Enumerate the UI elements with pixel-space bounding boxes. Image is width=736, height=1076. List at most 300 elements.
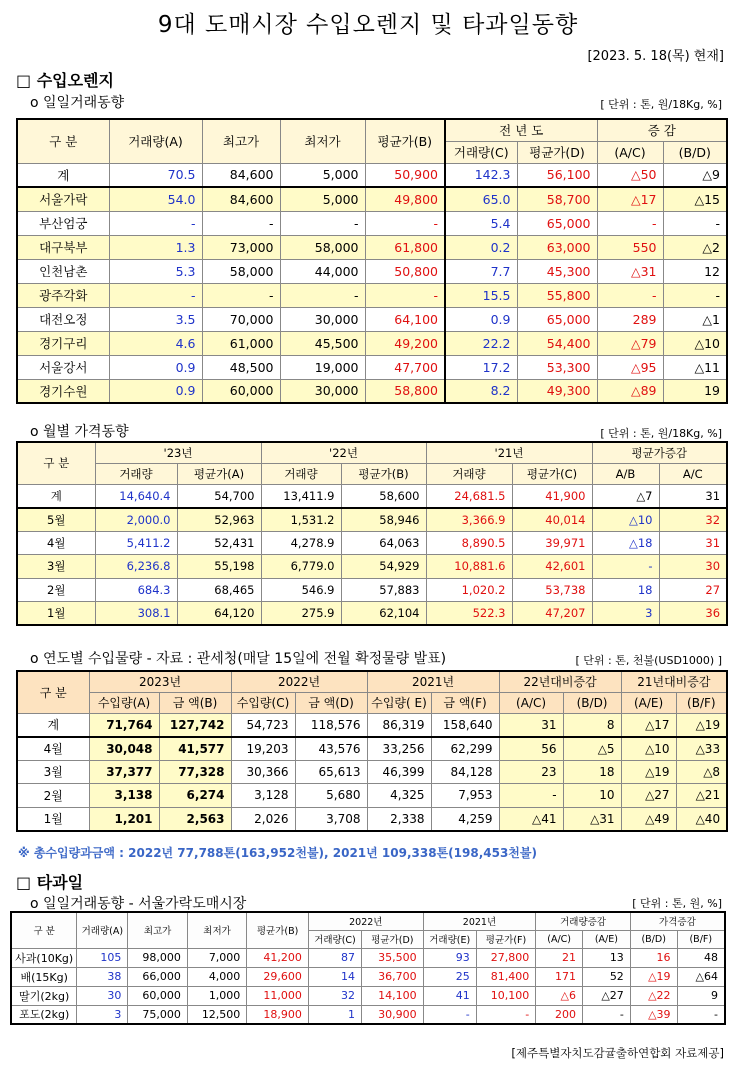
col-gubun: 구 분 xyxy=(11,912,77,948)
table-cell: 66,000 xyxy=(128,967,187,986)
table-cell: 6,274 xyxy=(159,784,231,808)
table-cell: 75,000 xyxy=(128,1005,187,1024)
table-cell: 14 xyxy=(308,967,361,986)
table-cell: 308.1 xyxy=(95,602,177,626)
table-cell: 47,700 xyxy=(365,355,445,379)
daily-trade-heading: o 일일거래동향 xyxy=(30,95,125,111)
table-cell: 7,000 xyxy=(187,948,246,967)
table-cell: △49 xyxy=(621,807,676,831)
col-2022: 2022년 xyxy=(308,912,423,930)
table-cell: △27 xyxy=(621,784,676,808)
table-cell: 70.5 xyxy=(109,163,202,187)
section-other-fruit-heading: □ 타과일 xyxy=(16,873,84,892)
row-label: 사과(10Kg) xyxy=(11,948,77,967)
row-label: 딸기(2kg) xyxy=(11,986,77,1005)
row-label: 계 xyxy=(17,163,109,187)
table-row xyxy=(17,807,727,831)
table-cell: 84,600 xyxy=(202,163,280,187)
table-cell: △89 xyxy=(597,379,663,403)
table-cell: 43,576 xyxy=(295,737,367,761)
table-row xyxy=(17,531,727,555)
table-cell: 2,000.0 xyxy=(95,508,177,532)
table-cell: 19 xyxy=(663,379,727,403)
table-cell: 41,200 xyxy=(247,948,309,967)
row-label: 1월 xyxy=(17,807,89,831)
col-bd: (B/D) xyxy=(663,141,727,163)
col-amount-f: 금 액(F) xyxy=(431,692,499,713)
table-row xyxy=(17,602,727,626)
daily-trade-unit: [ 단위 : 톤, 원/18Kg, %] xyxy=(600,98,722,111)
table-cell: 41,577 xyxy=(159,737,231,761)
table-cell: △8 xyxy=(676,760,727,784)
col-bf: (B/F) xyxy=(676,692,727,713)
table-cell: 64,120 xyxy=(177,602,261,626)
col-year-22: '22년 xyxy=(261,442,426,463)
table-cell: - xyxy=(476,1005,536,1024)
table-cell: 3,128 xyxy=(231,784,295,808)
table-cell: - xyxy=(109,283,202,307)
table-cell: 56,100 xyxy=(517,163,597,187)
table-cell: 55,800 xyxy=(517,283,597,307)
row-label: 배(15Kg) xyxy=(11,967,77,986)
table-cell: 48,500 xyxy=(202,355,280,379)
table-cell: △10 xyxy=(592,508,659,532)
table-cell: 65.0 xyxy=(445,187,517,211)
col-avg-f: 평균가(F) xyxy=(476,930,536,948)
table-cell: - xyxy=(202,283,280,307)
col-amount-b: 금 액(B) xyxy=(159,692,231,713)
table-cell: 30 xyxy=(77,986,128,1005)
col-volume: 거래량 xyxy=(261,463,341,484)
table-cell: 98,000 xyxy=(128,948,187,967)
table-cell: 33,256 xyxy=(367,737,431,761)
table-cell: - xyxy=(592,555,659,579)
table-cell: 49,200 xyxy=(365,331,445,355)
row-label: 대구북부 xyxy=(17,235,109,259)
table-cell: 44,000 xyxy=(280,259,365,283)
table-cell: 105 xyxy=(77,948,128,967)
table-cell: 58,700 xyxy=(517,187,597,211)
table-cell: 1.3 xyxy=(109,235,202,259)
row-label: 경기구리 xyxy=(17,331,109,355)
table-cell: △27 xyxy=(583,986,631,1005)
col-volume-e: 거래량(E) xyxy=(423,930,476,948)
table-cell: 30,900 xyxy=(362,1005,424,1024)
table-cell: 81,400 xyxy=(476,967,536,986)
table-cell: 3,366.9 xyxy=(426,508,512,532)
col-gubun: 구 분 xyxy=(17,119,109,163)
col-amount-d: 금 액(D) xyxy=(295,692,367,713)
table-cell: 550 xyxy=(597,235,663,259)
table-cell: - xyxy=(597,211,663,235)
table-cell: 58,800 xyxy=(365,379,445,403)
col-2021: 2021년 xyxy=(367,671,499,692)
table-cell: 86,319 xyxy=(367,713,431,737)
table-cell: - xyxy=(677,1005,725,1024)
table-cell: 31 xyxy=(659,484,727,508)
table-cell: 17.2 xyxy=(445,355,517,379)
table-cell: 5,680 xyxy=(295,784,367,808)
table-cell: △15 xyxy=(663,187,727,211)
table-cell: 2,026 xyxy=(231,807,295,831)
table-cell: 5,000 xyxy=(280,187,365,211)
col-prev-year: 전 년 도 xyxy=(445,119,597,141)
table-cell: 38 xyxy=(77,967,128,986)
row-label: 1월 xyxy=(17,602,95,626)
row-label: 3월 xyxy=(17,760,89,784)
table-cell: 22.2 xyxy=(445,331,517,355)
table-row xyxy=(17,211,727,235)
table-cell: △17 xyxy=(597,187,663,211)
col-change-21: 21년대비증감 xyxy=(621,671,727,692)
col-avg-price-d: 평균가(D) xyxy=(517,141,597,163)
table-cell: 16 xyxy=(630,948,677,967)
data-source: [제주특별자치도감귤출하연합회 자료제공] xyxy=(511,1046,724,1060)
table-cell: - xyxy=(365,211,445,235)
table-cell: 127,742 xyxy=(159,713,231,737)
col-qty-a: 수입량(A) xyxy=(89,692,159,713)
table-row xyxy=(17,307,727,331)
table-cell: - xyxy=(109,211,202,235)
table-row xyxy=(17,331,727,355)
table-cell: △79 xyxy=(597,331,663,355)
col-avg-change: 평균가증감 xyxy=(592,442,727,463)
col-volume-c: 거래량(C) xyxy=(445,141,517,163)
table-cell: △50 xyxy=(597,163,663,187)
table-cell: 54,400 xyxy=(517,331,597,355)
table-cell: 53,738 xyxy=(512,578,592,602)
table-cell: 45,300 xyxy=(517,259,597,283)
table-cell: - xyxy=(202,211,280,235)
table-cell: 49,300 xyxy=(517,379,597,403)
row-label: 부산엄궁 xyxy=(17,211,109,235)
table-cell: △31 xyxy=(563,807,621,831)
col-min-price: 최저가 xyxy=(187,912,246,948)
row-label: 계 xyxy=(17,484,95,508)
table-row xyxy=(17,187,727,211)
table-cell: △9 xyxy=(663,163,727,187)
table-cell: 142.3 xyxy=(445,163,517,187)
table-cell: 158,640 xyxy=(431,713,499,737)
col-ac: (A/C) xyxy=(597,141,663,163)
col-min-price: 최저가 xyxy=(280,119,365,163)
table-cell: 48 xyxy=(677,948,725,967)
col-change-22: 22년대비증감 xyxy=(499,671,621,692)
col-year-21: '21년 xyxy=(426,442,592,463)
table-cell: 58,946 xyxy=(341,508,426,532)
table-cell: 12,500 xyxy=(187,1005,246,1024)
table-row xyxy=(17,259,727,283)
col-ac: (A/C) xyxy=(499,692,563,713)
table-cell: 58,600 xyxy=(341,484,426,508)
table-cell: 27 xyxy=(659,578,727,602)
col-max-price: 최고가 xyxy=(202,119,280,163)
table-cell: 7,953 xyxy=(431,784,499,808)
yearly-import-heading: o 연도별 수입물량 - 자료 : 관세청(매달 15일에 전월 확정물량 발표) xyxy=(30,651,447,667)
table-cell: 52 xyxy=(583,967,631,986)
col-gubun: 구 분 xyxy=(17,442,95,484)
col-ab: A/B xyxy=(592,463,659,484)
row-label: 4월 xyxy=(17,531,95,555)
table-cell: 45,500 xyxy=(280,331,365,355)
table-cell: - xyxy=(663,283,727,307)
table-cell: 30 xyxy=(659,555,727,579)
table-cell: 4.6 xyxy=(109,331,202,355)
table-cell: 41 xyxy=(423,986,476,1005)
row-label: 포도(2kg) xyxy=(11,1005,77,1024)
table-cell: 77,328 xyxy=(159,760,231,784)
table-cell: 63,000 xyxy=(517,235,597,259)
table-cell: 1,000 xyxy=(187,986,246,1005)
col-qty-c: 수입량(C) xyxy=(231,692,295,713)
table-cell: 200 xyxy=(536,1005,583,1024)
table-cell: 0.9 xyxy=(109,355,202,379)
table-cell: 73,000 xyxy=(202,235,280,259)
table-cell: △2 xyxy=(663,235,727,259)
table-cell: 54,700 xyxy=(177,484,261,508)
table-cell: 61,000 xyxy=(202,331,280,355)
table-row xyxy=(17,484,727,508)
table-cell: 5.3 xyxy=(109,259,202,283)
col-ac: (A/C) xyxy=(536,930,583,948)
col-avg-price-b: 평균가(B) xyxy=(365,119,445,163)
table-cell: 1,201 xyxy=(89,807,159,831)
table-row xyxy=(17,760,727,784)
col-gubun: 구 분 xyxy=(17,671,89,713)
table-cell: 54,723 xyxy=(231,713,295,737)
table-cell: 19,000 xyxy=(280,355,365,379)
table-cell: 32 xyxy=(308,986,361,1005)
table-cell: 0.9 xyxy=(109,379,202,403)
table-cell: △19 xyxy=(621,760,676,784)
table-cell: 3 xyxy=(592,602,659,626)
table-cell: 60,000 xyxy=(202,379,280,403)
row-label: 2월 xyxy=(17,784,89,808)
table-cell: 19,203 xyxy=(231,737,295,761)
monthly-price-unit: [ 단위 : 톤, 원/18Kg, %] xyxy=(600,427,722,440)
table-cell: 50,800 xyxy=(365,259,445,283)
table-cell: 62,104 xyxy=(341,602,426,626)
table-cell: 65,000 xyxy=(517,211,597,235)
table-cell: △64 xyxy=(677,967,725,986)
col-qty-e: 수입량( E) xyxy=(367,692,431,713)
table-cell: 18,900 xyxy=(247,1005,309,1024)
table-cell: 0.2 xyxy=(445,235,517,259)
row-label: 광주각화 xyxy=(17,283,109,307)
table-cell: 62,299 xyxy=(431,737,499,761)
table-cell: 35,500 xyxy=(362,948,424,967)
table-cell: 21 xyxy=(536,948,583,967)
col-year-23: '23년 xyxy=(95,442,261,463)
row-label: 서울가락 xyxy=(17,187,109,211)
table-cell: 64,063 xyxy=(341,531,426,555)
col-ae: (A/E) xyxy=(621,692,676,713)
monthly-price-table xyxy=(16,441,728,626)
table-cell: 52,431 xyxy=(177,531,261,555)
col-avg-a: 평균가(A) xyxy=(177,463,261,484)
table-cell: 9 xyxy=(677,986,725,1005)
table-cell: 31 xyxy=(659,531,727,555)
table-cell: 47,207 xyxy=(512,602,592,626)
table-cell: 4,000 xyxy=(187,967,246,986)
table-cell: 84,600 xyxy=(202,187,280,211)
table-cell: 14,640.4 xyxy=(95,484,177,508)
table-cell: △19 xyxy=(630,967,677,986)
col-avg-b: 평균가(B) xyxy=(341,463,426,484)
table-cell: 36,700 xyxy=(362,967,424,986)
col-volume-a: 거래량(A) xyxy=(77,912,128,948)
table-cell: - xyxy=(423,1005,476,1024)
col-volume-change: 거래량증감 xyxy=(536,912,631,930)
table-cell: △39 xyxy=(630,1005,677,1024)
table-row xyxy=(17,555,727,579)
table-cell: 30,366 xyxy=(231,760,295,784)
row-label: 3월 xyxy=(17,555,95,579)
table-cell: - xyxy=(499,784,563,808)
table-cell: 118,576 xyxy=(295,713,367,737)
table-cell: △10 xyxy=(621,737,676,761)
table-row xyxy=(17,235,727,259)
table-cell: △95 xyxy=(597,355,663,379)
table-cell: 3,708 xyxy=(295,807,367,831)
table-cell: 65,613 xyxy=(295,760,367,784)
table-cell: 10,881.6 xyxy=(426,555,512,579)
total-import-note: ※ 총수입량과금액 : 2022년 77,788톤(163,952천불), 2021년 109,338톤(198,453천불) xyxy=(18,846,537,860)
table-cell: △21 xyxy=(676,784,727,808)
table-cell: 65,000 xyxy=(517,307,597,331)
table-cell: 41,900 xyxy=(512,484,592,508)
row-label: 서울강서 xyxy=(17,355,109,379)
table-cell: 4,259 xyxy=(431,807,499,831)
table-row xyxy=(11,967,725,986)
row-label: 4월 xyxy=(17,737,89,761)
col-bd: (B/D) xyxy=(563,692,621,713)
table-cell: 275.9 xyxy=(261,602,341,626)
monthly-price-heading: o 월별 가격동향 xyxy=(30,424,129,440)
table-cell: 24,681.5 xyxy=(426,484,512,508)
table-cell: - xyxy=(583,1005,631,1024)
table-cell: 3 xyxy=(77,1005,128,1024)
table-cell: 93 xyxy=(423,948,476,967)
col-avg-c: 평균가(C) xyxy=(512,463,592,484)
table-row xyxy=(17,355,727,379)
table-cell: 13,411.9 xyxy=(261,484,341,508)
table-cell: 546.9 xyxy=(261,578,341,602)
table-row xyxy=(17,578,727,602)
row-label: 2월 xyxy=(17,578,95,602)
table-cell: 5.4 xyxy=(445,211,517,235)
table-row xyxy=(17,283,727,307)
other-fruit-daily-heading: o 일일거래동향 - 서울가락도매시장 xyxy=(30,896,247,912)
table-cell: △40 xyxy=(676,807,727,831)
table-cell: 52,963 xyxy=(177,508,261,532)
table-cell: △31 xyxy=(597,259,663,283)
table-cell: 55,198 xyxy=(177,555,261,579)
col-bf: (B/F) xyxy=(677,930,725,948)
table-cell: 11,000 xyxy=(247,986,309,1005)
table-cell: 1,020.2 xyxy=(426,578,512,602)
row-label: 5월 xyxy=(17,508,95,532)
table-cell: 84,128 xyxy=(431,760,499,784)
col-2022: 2022년 xyxy=(231,671,367,692)
table-cell: 36 xyxy=(659,602,727,626)
table-cell: 18 xyxy=(563,760,621,784)
table-cell: △22 xyxy=(630,986,677,1005)
table-cell: 3.5 xyxy=(109,307,202,331)
table-cell: 30,000 xyxy=(280,307,365,331)
table-cell: 54.0 xyxy=(109,187,202,211)
table-cell: △18 xyxy=(592,531,659,555)
table-cell: 0.9 xyxy=(445,307,517,331)
page-title: 9대 도매시장 수입오렌지 및 타과일동향 xyxy=(157,12,579,38)
table-cell: 171 xyxy=(536,967,583,986)
col-volume-c: 거래량(C) xyxy=(308,930,361,948)
table-cell: 64,100 xyxy=(365,307,445,331)
table-cell: 32 xyxy=(659,508,727,532)
table-cell: 10 xyxy=(563,784,621,808)
table-cell: 8.2 xyxy=(445,379,517,403)
table-cell: 4,278.9 xyxy=(261,531,341,555)
table-row xyxy=(17,784,727,808)
col-price-change: 가격증감 xyxy=(630,912,725,930)
row-label: 인천남촌 xyxy=(17,259,109,283)
row-label: 대전오정 xyxy=(17,307,109,331)
table-cell: 30,048 xyxy=(89,737,159,761)
table-cell: 68,465 xyxy=(177,578,261,602)
table-row xyxy=(17,737,727,761)
col-volume: 거래량 xyxy=(95,463,177,484)
table-cell: 87 xyxy=(308,948,361,967)
table-cell: 5,000 xyxy=(280,163,365,187)
table-cell: 6,779.0 xyxy=(261,555,341,579)
col-volume-a: 거래량(A) xyxy=(109,119,202,163)
yearly-import-unit: [ 단위 : 톤, 천불(USD1000) ] xyxy=(575,654,722,667)
table-cell: 522.3 xyxy=(426,602,512,626)
daily-trade-table xyxy=(16,118,728,404)
table-cell: 23 xyxy=(499,760,563,784)
table-cell: 60,000 xyxy=(128,986,187,1005)
table-cell: 53,300 xyxy=(517,355,597,379)
other-fruit-table xyxy=(10,911,726,1025)
table-cell: - xyxy=(597,283,663,307)
table-cell: △7 xyxy=(592,484,659,508)
table-cell: 57,883 xyxy=(341,578,426,602)
table-cell: 2,338 xyxy=(367,807,431,831)
table-row xyxy=(17,379,727,403)
table-cell: 25 xyxy=(423,967,476,986)
table-row xyxy=(17,508,727,532)
table-cell: 58,000 xyxy=(280,235,365,259)
table-cell: △5 xyxy=(563,737,621,761)
table-cell: - xyxy=(663,211,727,235)
other-fruit-unit: [ 단위 : 톤, 원, %] xyxy=(632,897,722,910)
table-cell: △11 xyxy=(663,355,727,379)
table-cell: 37,377 xyxy=(89,760,159,784)
table-cell: 1,531.2 xyxy=(261,508,341,532)
table-cell: 289 xyxy=(597,307,663,331)
table-row xyxy=(17,163,727,187)
col-change: 증 감 xyxy=(597,119,727,141)
table-cell: △19 xyxy=(676,713,727,737)
table-row xyxy=(11,986,725,1005)
table-cell: 46,399 xyxy=(367,760,431,784)
table-cell: △17 xyxy=(621,713,676,737)
table-cell: 71,764 xyxy=(89,713,159,737)
col-bd: (B/D) xyxy=(630,930,677,948)
table-cell: 29,600 xyxy=(247,967,309,986)
col-2023: 2023년 xyxy=(89,671,231,692)
table-cell: 4,325 xyxy=(367,784,431,808)
